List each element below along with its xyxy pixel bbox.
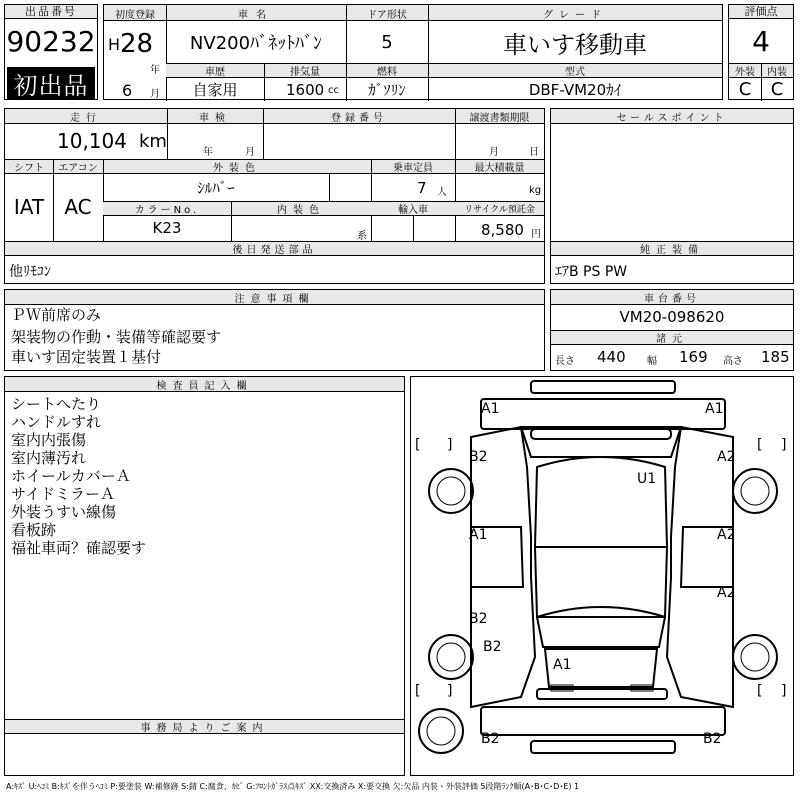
reg-no-label: 登録番号 <box>331 112 387 124</box>
mileage: 10,104 <box>57 129 127 153</box>
shift: IAT <box>13 195 45 219</box>
inspector-line: 福祉車両？確認要す <box>11 539 147 557</box>
svg-text:[: [ <box>757 683 763 699</box>
max-load-unit: kg <box>529 185 542 196</box>
color-no: K23 <box>152 219 182 237</box>
era: H <box>108 35 121 54</box>
inspector-line: 看板跡 <box>11 521 57 539</box>
door-label: ドア形状 <box>367 9 407 21</box>
capacity-unit: 人 <box>437 187 447 198</box>
damage-mark: B2 <box>481 731 500 747</box>
damage-mark: A1 <box>705 401 724 417</box>
capacity: 7 <box>417 179 427 197</box>
width: 169 <box>679 348 708 366</box>
damage-mark: A2 <box>717 449 736 465</box>
exterior-grade: C <box>738 78 752 100</box>
damage-mark: B2 <box>469 611 488 627</box>
first-listing-badge: 初出品 <box>7 67 95 99</box>
recycle-fee: 8,580 <box>481 221 524 239</box>
exterior-label: 外装 <box>735 66 755 78</box>
lot-number-box <box>4 4 98 100</box>
sales-points-label: セールスポイント <box>616 112 728 124</box>
damage-mark: B2 <box>469 449 488 465</box>
grade: 車いす移動車 <box>503 30 647 59</box>
damage-legend: A:ｷｽﾞ U:ﾍｺﾐ B:ｷｽﾞを伴うﾍｺﾐ P:要塗装 W:補修跡 S:錆 C:腐食、ｶﾋﾞ G:ﾌﾛﾝﾄｶﾞﾗｽ点ｷｽﾞ XX:交換済み X:要交換 欠:欠品 内装・外装評価 5段階ﾗﾝｸ順(A･B･C･D･E) 1 <box>6 782 580 791</box>
inspector-line: ハンドルすれ <box>11 413 102 431</box>
inspection-year-unit: 年 <box>203 147 213 158</box>
score-label: 評価点 <box>729 5 793 19</box>
damage-mark: A2 <box>717 527 736 543</box>
vehicle-outline <box>411 377 793 775</box>
width-label: 幅 <box>647 356 657 367</box>
door-count: 5 <box>381 31 393 53</box>
dims-label: 諸元 <box>656 333 688 345</box>
lot-number-label: 出品番号 <box>5 5 97 19</box>
notes-box <box>4 289 545 371</box>
car-name: NV200ﾊﾞﾈｯﾄﾊﾞﾝ <box>189 33 323 54</box>
ac: AC <box>64 195 92 219</box>
model-code: DBF-VM20ｶｲ <box>528 80 622 99</box>
fuel-label: 燃料 <box>377 66 397 78</box>
height: 185 <box>761 348 790 366</box>
lot-number: 90232 <box>6 24 96 58</box>
svg-text:]: ] <box>447 683 453 699</box>
equipment: ｴｱB PS PW <box>555 264 628 280</box>
sales-points-box <box>550 108 794 284</box>
vehicle-header-table <box>103 4 723 100</box>
damage-mark: B2 <box>483 639 502 655</box>
length-label: 長さ <box>555 356 575 367</box>
inspector-line: 室内薄汚れ <box>11 449 87 467</box>
shift-label: シフト <box>14 162 44 174</box>
score: 4 <box>752 24 770 58</box>
inspector-box <box>4 376 405 776</box>
chassis-number: VM20-098620 <box>619 308 725 326</box>
car-name-label: 車名 <box>238 9 274 21</box>
later-parts: 他ﾘﾓｺﾝ <box>9 264 51 280</box>
notes-label: 注意事項欄 <box>234 293 315 305</box>
color-no-label: カラーNo. <box>134 204 200 216</box>
inspector-line: シートへたり <box>11 395 102 413</box>
damage-diagram <box>410 376 794 776</box>
damage-mark: B2 <box>703 731 722 747</box>
displacement: 1600 <box>286 81 325 99</box>
note-line: 架装物の作動・装備等確認要す <box>11 328 222 346</box>
inspector-line: サイドミラーＡ <box>11 485 115 503</box>
svg-text:]: ] <box>781 683 787 699</box>
history-label: 車歴 <box>205 66 225 78</box>
model-label: 型式 <box>565 66 585 78</box>
first-reg-month: 6 <box>122 81 133 100</box>
damage-mark: A1 <box>481 401 500 417</box>
note-line: ＰＷ前席のみ <box>11 306 102 324</box>
equipment-label: 純正装備 <box>640 244 704 256</box>
inspector-line: 外装うすい線傷 <box>11 503 117 521</box>
max-load-label: 最大積載量 <box>474 162 525 174</box>
mileage-unit: km <box>139 131 167 152</box>
note-line: 車いす固定装置１基付 <box>11 348 162 366</box>
svg-text:[: [ <box>415 683 421 699</box>
transfer-label: 譲渡書類期限 <box>469 112 530 124</box>
inspector-line: ホイールカバーＡ <box>11 467 131 485</box>
displacement-label: 排気量 <box>290 66 320 78</box>
int-color-label: 内装色 <box>277 204 325 216</box>
score-box <box>728 4 794 100</box>
ext-color-label: 外装色 <box>213 162 261 174</box>
first-reg-label: 初度登録 <box>115 9 155 21</box>
chassis-box <box>550 289 794 371</box>
month-unit: 月 <box>150 89 160 100</box>
inspector-label: 検査員記入欄 <box>156 380 253 392</box>
later-parts-label: 後日発送部品 <box>232 244 317 256</box>
inspection-month-unit: 月 <box>245 147 255 158</box>
transfer-month-unit: 月 <box>489 147 499 158</box>
ext-color: ｼﾙﾊﾞｰ <box>197 178 235 197</box>
capacity-label: 乗車定員 <box>393 162 433 174</box>
interior-label: 内装 <box>767 66 787 78</box>
inspector-line: 室内内張傷 <box>11 431 87 449</box>
grade-label: グレード <box>543 9 607 21</box>
recycle-label: リサイクル預託金 <box>464 204 535 215</box>
damage-mark: A1 <box>469 527 488 543</box>
svg-text:]: ] <box>781 437 787 453</box>
recycle-unit: 円 <box>531 229 541 240</box>
history: 自家用 <box>192 80 238 99</box>
length: 440 <box>597 348 626 366</box>
svg-text:[: [ <box>415 437 421 453</box>
spec-table <box>4 108 545 284</box>
inspection-label: 車検 <box>199 112 231 124</box>
svg-text:]: ] <box>447 437 453 453</box>
fuel: ｶﾞｿﾘﾝ <box>368 80 406 99</box>
transfer-day-unit: 日 <box>529 147 539 158</box>
first-reg-year: 28 <box>120 29 154 59</box>
mileage-label: 走行 <box>70 112 102 124</box>
year-unit: 年 <box>150 65 160 76</box>
displacement-unit: cc <box>328 85 339 96</box>
damage-mark: U1 <box>637 471 657 487</box>
svg-text:[: [ <box>757 437 763 453</box>
chassis-label: 車台番号 <box>644 293 700 305</box>
import-label: 輸入車 <box>398 204 428 216</box>
damage-mark: A2 <box>717 585 736 601</box>
ac-label: エアコン <box>58 162 98 174</box>
int-color-unit: 系 <box>357 231 367 242</box>
height-label: 高さ <box>723 356 743 367</box>
office-label: 事務局よりご案内 <box>140 722 269 734</box>
interior-grade: C <box>770 78 784 100</box>
damage-mark: A1 <box>553 657 572 673</box>
